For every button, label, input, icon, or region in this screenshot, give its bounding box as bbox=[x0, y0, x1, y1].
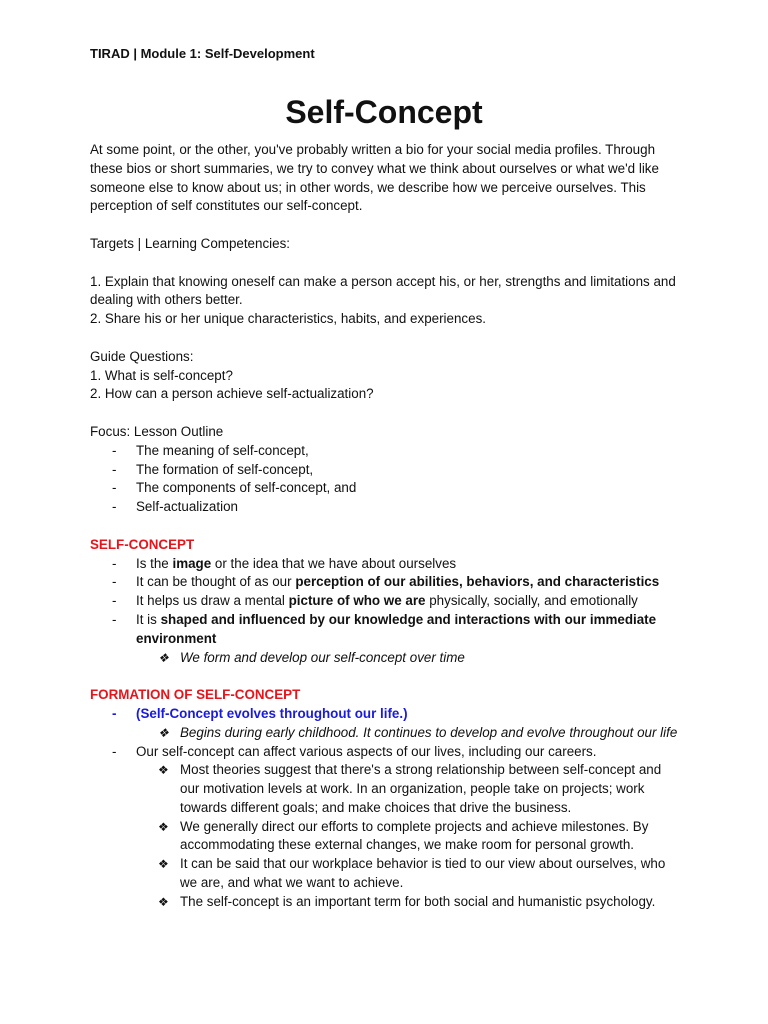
list-item: ❖ It can be said that our workplace behavior is tied to our view about ourselves, who we are, and what we want to achieve. bbox=[90, 855, 682, 893]
formation-sublist-2 bbox=[90, 761, 682, 911]
formation-list-2 bbox=[90, 743, 682, 762]
section-heading-self-concept: SELF-CONCEPT bbox=[90, 536, 195, 552]
target-item: 2. Share his or her unique characteristics, habits, and experiences. bbox=[90, 311, 486, 327]
list-item: ❖ Begins during early childhood. It continues to develop and evolve throughout our life bbox=[90, 724, 682, 743]
list-item: ❖ We form and develop our self-concept over time bbox=[90, 649, 682, 668]
page-title: Self-Concept bbox=[285, 94, 483, 130]
list-item: - The meaning of self-concept, bbox=[90, 442, 682, 461]
list-item: - It is shaped and influenced by our knowledge and interactions with our immediate environment bbox=[90, 611, 682, 649]
section-heading-formation: FORMATION OF SELF-CONCEPT bbox=[90, 687, 301, 703]
focus-list bbox=[90, 442, 682, 517]
guide-heading: Guide Questions: bbox=[90, 348, 194, 364]
module-header: TIRAD | Module 1: Self-Development bbox=[90, 46, 315, 61]
target-item: 1. Explain that knowing oneself can make a person accept his, or her, strengths and limitations and dealing with others better. bbox=[90, 273, 676, 308]
targets-heading: Targets | Learning Competencies: bbox=[90, 235, 290, 251]
focus-heading: Focus: Lesson Outline bbox=[90, 423, 224, 439]
intro-paragraph: At some point, or the other, you've probably written a bio for your social media profiles. Through these bios or short summaries, we try to convey what we think about ourselves or what we'd like someone else to know about us; in other words, we describe how we perceive ourselves. This perception of self constitutes our self-concept. bbox=[90, 142, 659, 214]
guide-item: 2. How can a person achieve self-actualization? bbox=[90, 386, 374, 402]
list-item: - The formation of self-concept, bbox=[90, 461, 682, 480]
list-item: ❖ We generally direct our efforts to complete projects and achieve milestones. By accommodating these external changes, we make room for personal growth. bbox=[90, 818, 682, 856]
list-item: - (Self-Concept evolves throughout our life.) bbox=[90, 705, 682, 724]
guide-item: 1. What is self-concept? bbox=[90, 367, 233, 383]
list-item: - It can be thought of as our perception of our abilities, behaviors, and characteristics bbox=[90, 573, 682, 592]
list-item: - It helps us draw a mental picture of who we are physically, socially, and emotionally bbox=[90, 592, 682, 611]
document-body bbox=[90, 141, 682, 912]
list-item: - The components of self-concept, and bbox=[90, 479, 682, 498]
list-item: - Self-actualization bbox=[90, 498, 682, 517]
list-item: - Is the image or the idea that we have about ourselves bbox=[90, 555, 682, 574]
self-concept-list bbox=[90, 555, 682, 649]
self-concept-sublist bbox=[90, 649, 682, 668]
list-item: ❖ Most theories suggest that there's a strong relationship between self-concept and our motivation levels at work. In an organization, people take on projects; work towards different goals; and make choices that drive the business. bbox=[90, 761, 682, 817]
list-item: ❖ The self-concept is an important term for both social and humanistic psychology. bbox=[90, 893, 682, 912]
list-item: - Our self-concept can affect various aspects of our lives, including our careers. bbox=[90, 743, 682, 762]
formation-sublist bbox=[90, 724, 682, 743]
formation-list bbox=[90, 705, 682, 724]
